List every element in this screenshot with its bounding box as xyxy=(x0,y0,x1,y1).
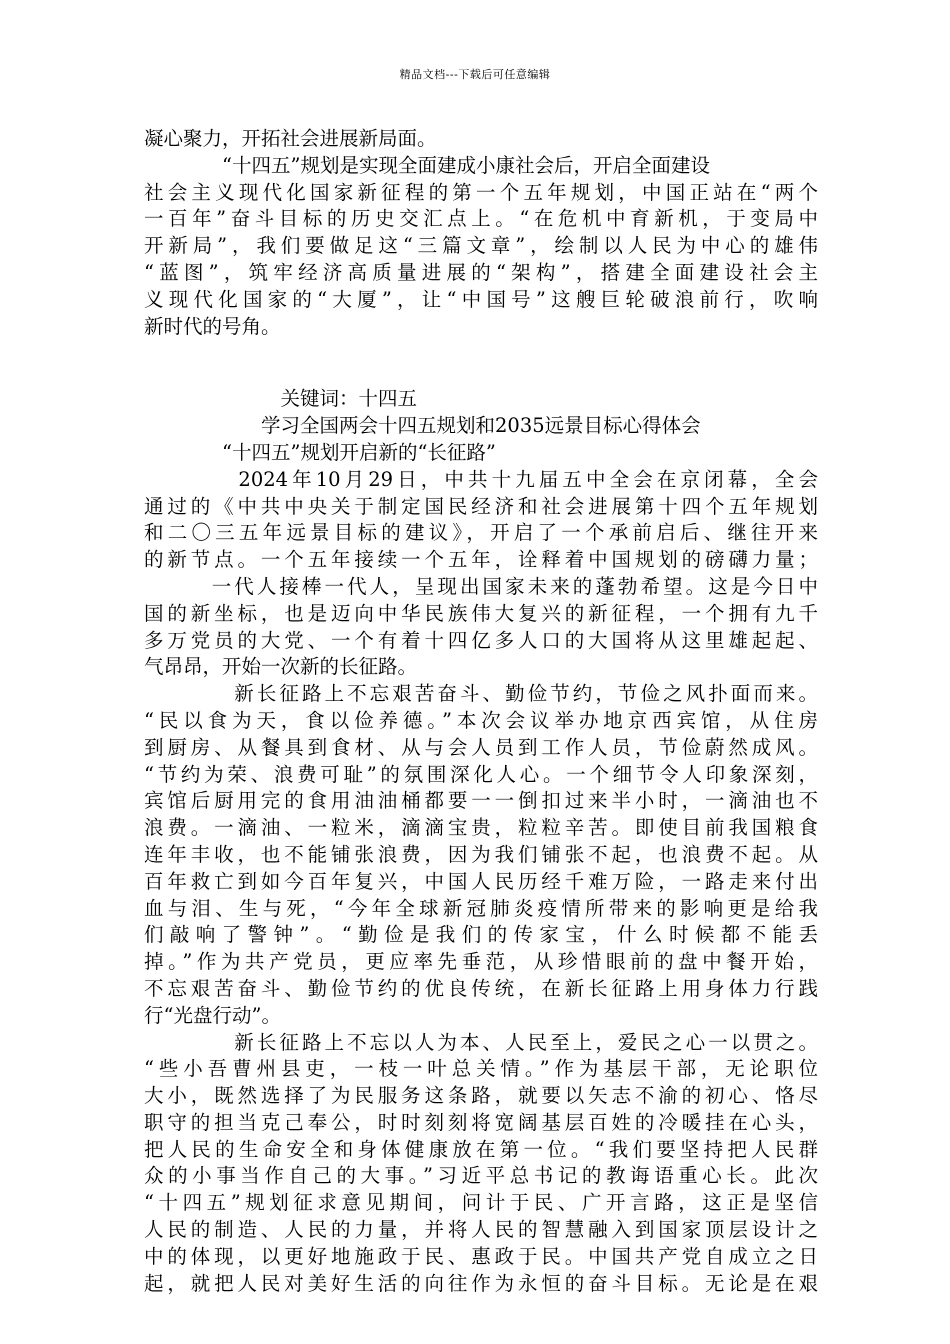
article-subtitle: “十四五”规划开启新的“长征路” xyxy=(144,440,496,464)
text-line: 的新节点。一个五年接续一个五年，诠释着中国规划的磅礴力量； xyxy=(144,548,818,572)
text-line: 众的小事当作自己的大事。”习近平总书记的教诲语重心长。此次 xyxy=(144,1164,818,1188)
text-line: 职守的担当克己奉公，时时刻刻将宽阔基层百姓的冷暖挂在心头， xyxy=(144,1110,818,1134)
text-line: 不忘艰苦奋斗、勤俭节约的优良传统，在新长征路上用身体力行践 xyxy=(144,976,818,1000)
text-line: “节约为荣、浪费可耻”的氛围深化人心。一个细节令人印象深刻， xyxy=(144,762,818,786)
text-line: “民以食为天，食以俭养德。”本次会议举办地京西宾馆，从住房 xyxy=(144,708,818,732)
text-line: 大小，既然选择了为民服务这条路，就要以矢志不渝的初心、恪尽 xyxy=(144,1084,818,1108)
article-title: 学习全国两会十四五规划和2035远景目标心得体会 xyxy=(144,414,701,438)
text-line: 人民的制造、人民的力量，并将人民的智慧融入到国家顶层设计之 xyxy=(144,1218,818,1242)
text-line: 国的新坐标，也是迈向中华民族伟大复兴的新征程，一个拥有九千 xyxy=(144,601,818,625)
text-line: 们敲响了警钟”。“勤俭是我们的传家宝，什么时候都不能丢 xyxy=(144,923,818,947)
text-line: 中的体现，以更好地施政于民、惠政于民。中国共产党自成立之日 xyxy=(144,1244,818,1268)
text-line: 义现代化国家的“大厦”，让“中国号”这艘巨轮破浪前行，吹响 xyxy=(144,287,818,311)
text-line: 掉。”作为共产党员，更应率先垂范，从珍惜眼前的盘中餐开始， xyxy=(144,950,818,974)
section-gap xyxy=(144,340,818,386)
text-line: 连年丰收，也不能铺张浪费，因为我们铺张不起，也浪费不起。从 xyxy=(144,842,818,866)
text-line: 气昂昂，开始一次新的长征路。 xyxy=(144,655,418,679)
text-line: 通过的《中共中央关于制定国民经济和社会进展第十四个五年规划 xyxy=(144,494,818,518)
text-line: 血与泪、生与死，“今年全球新冠肺炎疫情所带来的影响更是给我 xyxy=(144,896,818,920)
text-line: 2024年10月29日，中共十九届五中全会在京闭幕，全会 xyxy=(144,467,818,491)
text-line: “十四五”规划是实现全面建成小康社会后，开启全面建设 xyxy=(144,153,710,177)
text-line: 把人民的生命安全和身体健康放在第一位。“我们要坚持把人民群 xyxy=(144,1137,818,1161)
text-line: “十四五”规划征求意见期间，问计于民、广开言路，这正是坚信 xyxy=(144,1191,818,1215)
text-line: 社会主义现代化国家新征程的第一个五年规划，中国正站在“两个 xyxy=(144,180,818,204)
text-line: 和二〇三五年远景目标的建议》，开启了一个承前启后、继往开来 xyxy=(144,521,818,545)
text-line: 新时代的号角。 xyxy=(144,314,281,338)
text-line: 起，就把人民对美好生活的向往作为永恒的奋斗目标。无论是在艰 xyxy=(144,1271,818,1295)
document-body xyxy=(144,126,818,1297)
page-header: 精品文档---下载后可任意编辑 xyxy=(399,68,551,81)
text-line: “蓝图”，筑牢经济高质量进展的“架构”，搭建全面建设社会主 xyxy=(144,260,818,284)
text-line: 行“光盘行动”。 xyxy=(144,1003,281,1027)
text-line: 一百年”奋斗目标的历史交汇点上。“在危机中育新机，于变局中 xyxy=(144,207,818,231)
text-line: 凝心聚力，开拓社会进展新局面。 xyxy=(144,127,437,150)
text-line: 到厨房、从餐具到食材、从与会人员到工作人员，节俭蔚然成风。 xyxy=(144,735,818,759)
text-line: 浪费。一滴油、一粒米，滴滴宝贵，粒粒辛苦。即使目前我国粮食 xyxy=(144,816,818,840)
text-line: 宾馆后厨用完的食用油油桶都要一一倒扣过来半小时，一滴油也不 xyxy=(144,789,818,813)
keywords-line: 关键词：十四五 xyxy=(144,387,418,411)
text-line: 一代人接棒一代人，呈现出国家未来的蓬勃希望。这是今日中 xyxy=(144,574,818,598)
text-line: 新长征路上不忘以人为本、人民至上，爱民之心一以贯之。 xyxy=(144,1030,818,1054)
text-line: 开新局”，我们要做足这“三篇文章”，绘制以人民为中心的雄伟 xyxy=(144,234,818,258)
text-line: 新长征路上不忘艰苦奋斗、勤俭节约，节俭之风扑面而来。 xyxy=(144,682,818,706)
text-line: 百年救亡到如今百年复兴，中国人民历经千难万险，一路走来付出 xyxy=(144,869,818,893)
text-line: “些小吾曹州县吏，一枝一叶总关情。”作为基层干部，无论职位 xyxy=(144,1057,818,1081)
text-line: 多万党员的大党、一个有着十四亿多人口的大国将从这里雄起起、 xyxy=(144,628,818,652)
